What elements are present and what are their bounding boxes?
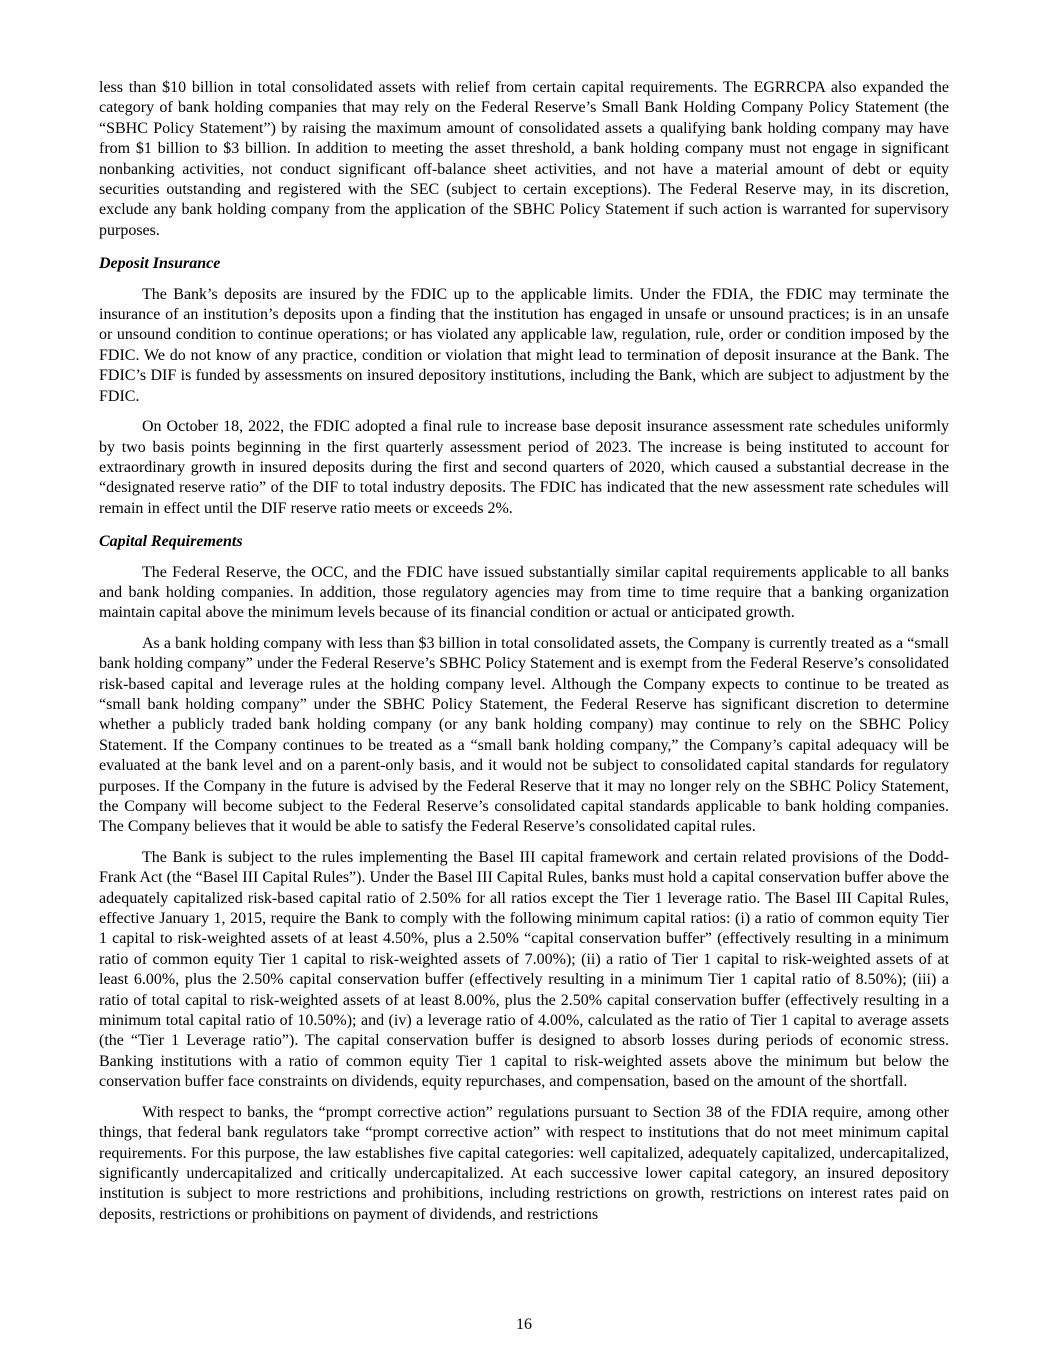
paragraph: On October 18, 2022, the FDIC adopted a final rule to increase base deposit insurance assessment rate schedules uniformly by two basis points beginning in the first quarterly assessment period of 2023. The increase is being instituted to account for extraordinary growth in insured deposits during the first and second quarters of 2020, which caused a substantial decrease in the “designated reserve ratio” of the DIF to total industry deposits. The FDIC has indicated that the new assessment rate schedules will remain in effect until the DIF reserve ratio meets or exceeds 2%. [99,418,949,517]
page-number: 16 [516,1315,532,1333]
section-heading-capital-requirements: Capital Requirements [99,533,243,551]
paragraph: The Federal Reserve, the OCC, and the FDIC have issued substantially similar capital requirements applicable to all banks and bank holding companies. In addition, those regulatory agencies may from time to time require that a banking organization maintain capital above the minimum levels because of its financial condition or actual or anticipated growth. [99,563,949,622]
paragraph: less than $10 billion in total consolidated assets with relief from certain capital requirements. The EGRRCPA also expanded the category of bank holding companies that may rely on the Federal Reserve’s Small Bank Holding Company Policy Statement (the “SBHC Policy Statement”) by raising the maximum amount of consolidated assets a qualifying bank holding company may have from $1 billion to $3 billion. In addition to meeting the asset threshold, a bank holding company must not engage in significant nonbanking activities, not conduct significant off-balance sheet activities, and not have a material amount of debt or equity securities outstanding and registered with the SEC (subject to certain exceptions). The Federal Reserve may, in its discretion, exclude any bank holding company from the application of the SBHC Policy Statement if such action is warranted for supervisory purposes. [99,79,949,239]
paragraph: The Bank’s deposits are insured by the FDIC up to the applicable limits. Under the FDIA, the FDIC may terminate the insurance of an institution’s deposits upon a finding that the institution has engaged in unsafe or unsound practices; is in an unsafe or unsound condition to continue operations; or has violated any applicable law, regulation, rule, order or condition imposed by the FDIC. We do not know of any practice, condition or violation that might lead to termination of deposit insurance at the Bank. The FDIC’s DIF is funded by assessments on insured depository institutions, including the Bank, which are subject to adjustment by the FDIC. [99,285,949,405]
paragraph: With respect to banks, the “prompt corrective action” regulations pursuant to Section 38 of the FDIA require, among other things, that federal bank regulators take “prompt corrective action” with respect to institutions that do not meet minimum capital requirements. For this purpose, the law establishes five capital categories: well capitalized, adequately capitalized, undercapitalized, significantly undercapitalized and critically undercapitalized. At each successive lower capital category, an insured depository institution is subject to more restrictions and prohibitions, including restrictions on growth, restrictions on interest rates paid on deposits, restrictions or prohibitions on payment of dividends, and restrictions [99,1103,949,1223]
section-heading-deposit-insurance: Deposit Insurance [99,255,221,273]
page-body-text [99,78,949,1235]
paragraph: The Bank is subject to the rules implementing the Basel III capital framework and certain related provisions of the Dodd-Frank Act (the “Basel III Capital Rules”). Under the Basel III Capital Rules, banks must hold a capital conservation buffer above the adequately capitalized risk-based capital ratio of 2.50% for all ratios except the Tier 1 leverage ratio. The Basel III Capital Rules, effective January 1, 2015, require the Bank to comply with the following minimum capital ratios: (i) a ratio of common equity Tier 1 capital to risk-weighted assets of at least 4.50%, plus a 2.50% “capital conservation buffer” (effectively resulting in a minimum ratio of common equity Tier 1 capital to risk-weighted assets of 7.00%); (ii) a ratio of Tier 1 capital to risk-weighted assets of at least 6.00%, plus the 2.50% capital conservation buffer (effectively resulting in a minimum Tier 1 capital ratio of 8.50%); (iii) a ratio of total capital to risk-weighted assets of at least 8.00%, plus the 2.50% capital conservation buffer (effectively resulting in a minimum total capital ratio of 10.50%); and (iv) a leverage ratio of 4.00%, calculated as the ratio of Tier 1 capital to average assets (the “Tier 1 Leverage ratio”). The capital conservation buffer is designed to absorb losses during periods of economic stress. Banking institutions with a ratio of common equity Tier 1 capital to risk-weighted assets above the minimum but below the conservation buffer face constraints on dividends, equity repurchases, and compensation, based on the amount of the shortfall. [99,848,949,1091]
paragraph: As a bank holding company with less than $3 billion in total consolidated assets, the Company is currently treated as a “small bank holding company” under the Federal Reserve’s SBHC Policy Statement and is exempt from the Federal Reserve’s consolidated risk-based capital and leverage rules at the holding company level. Although the Company expects to continue to be treated as “small bank holding company” under the SBHC Policy Statement, the Federal Reserve has significant discretion to determine whether a publicly traded bank holding company (or any bank holding company) may continue to rely on the SBHC Policy Statement. If the Company continues to be treated as a “small bank holding company,” the Company’s capital adequacy will be evaluated at the bank level and on a parent-only basis, and it would not be subject to consolidated capital standards for regulatory purposes. If the Company in the future is advised by the Federal Reserve that it may no longer rely on the SBHC Policy Statement, the Company will become subject to the Federal Reserve’s consolidated capital standards applicable to bank holding companies. The Company believes that it would be able to satisfy the Federal Reserve’s consolidated capital rules. [99,634,949,836]
